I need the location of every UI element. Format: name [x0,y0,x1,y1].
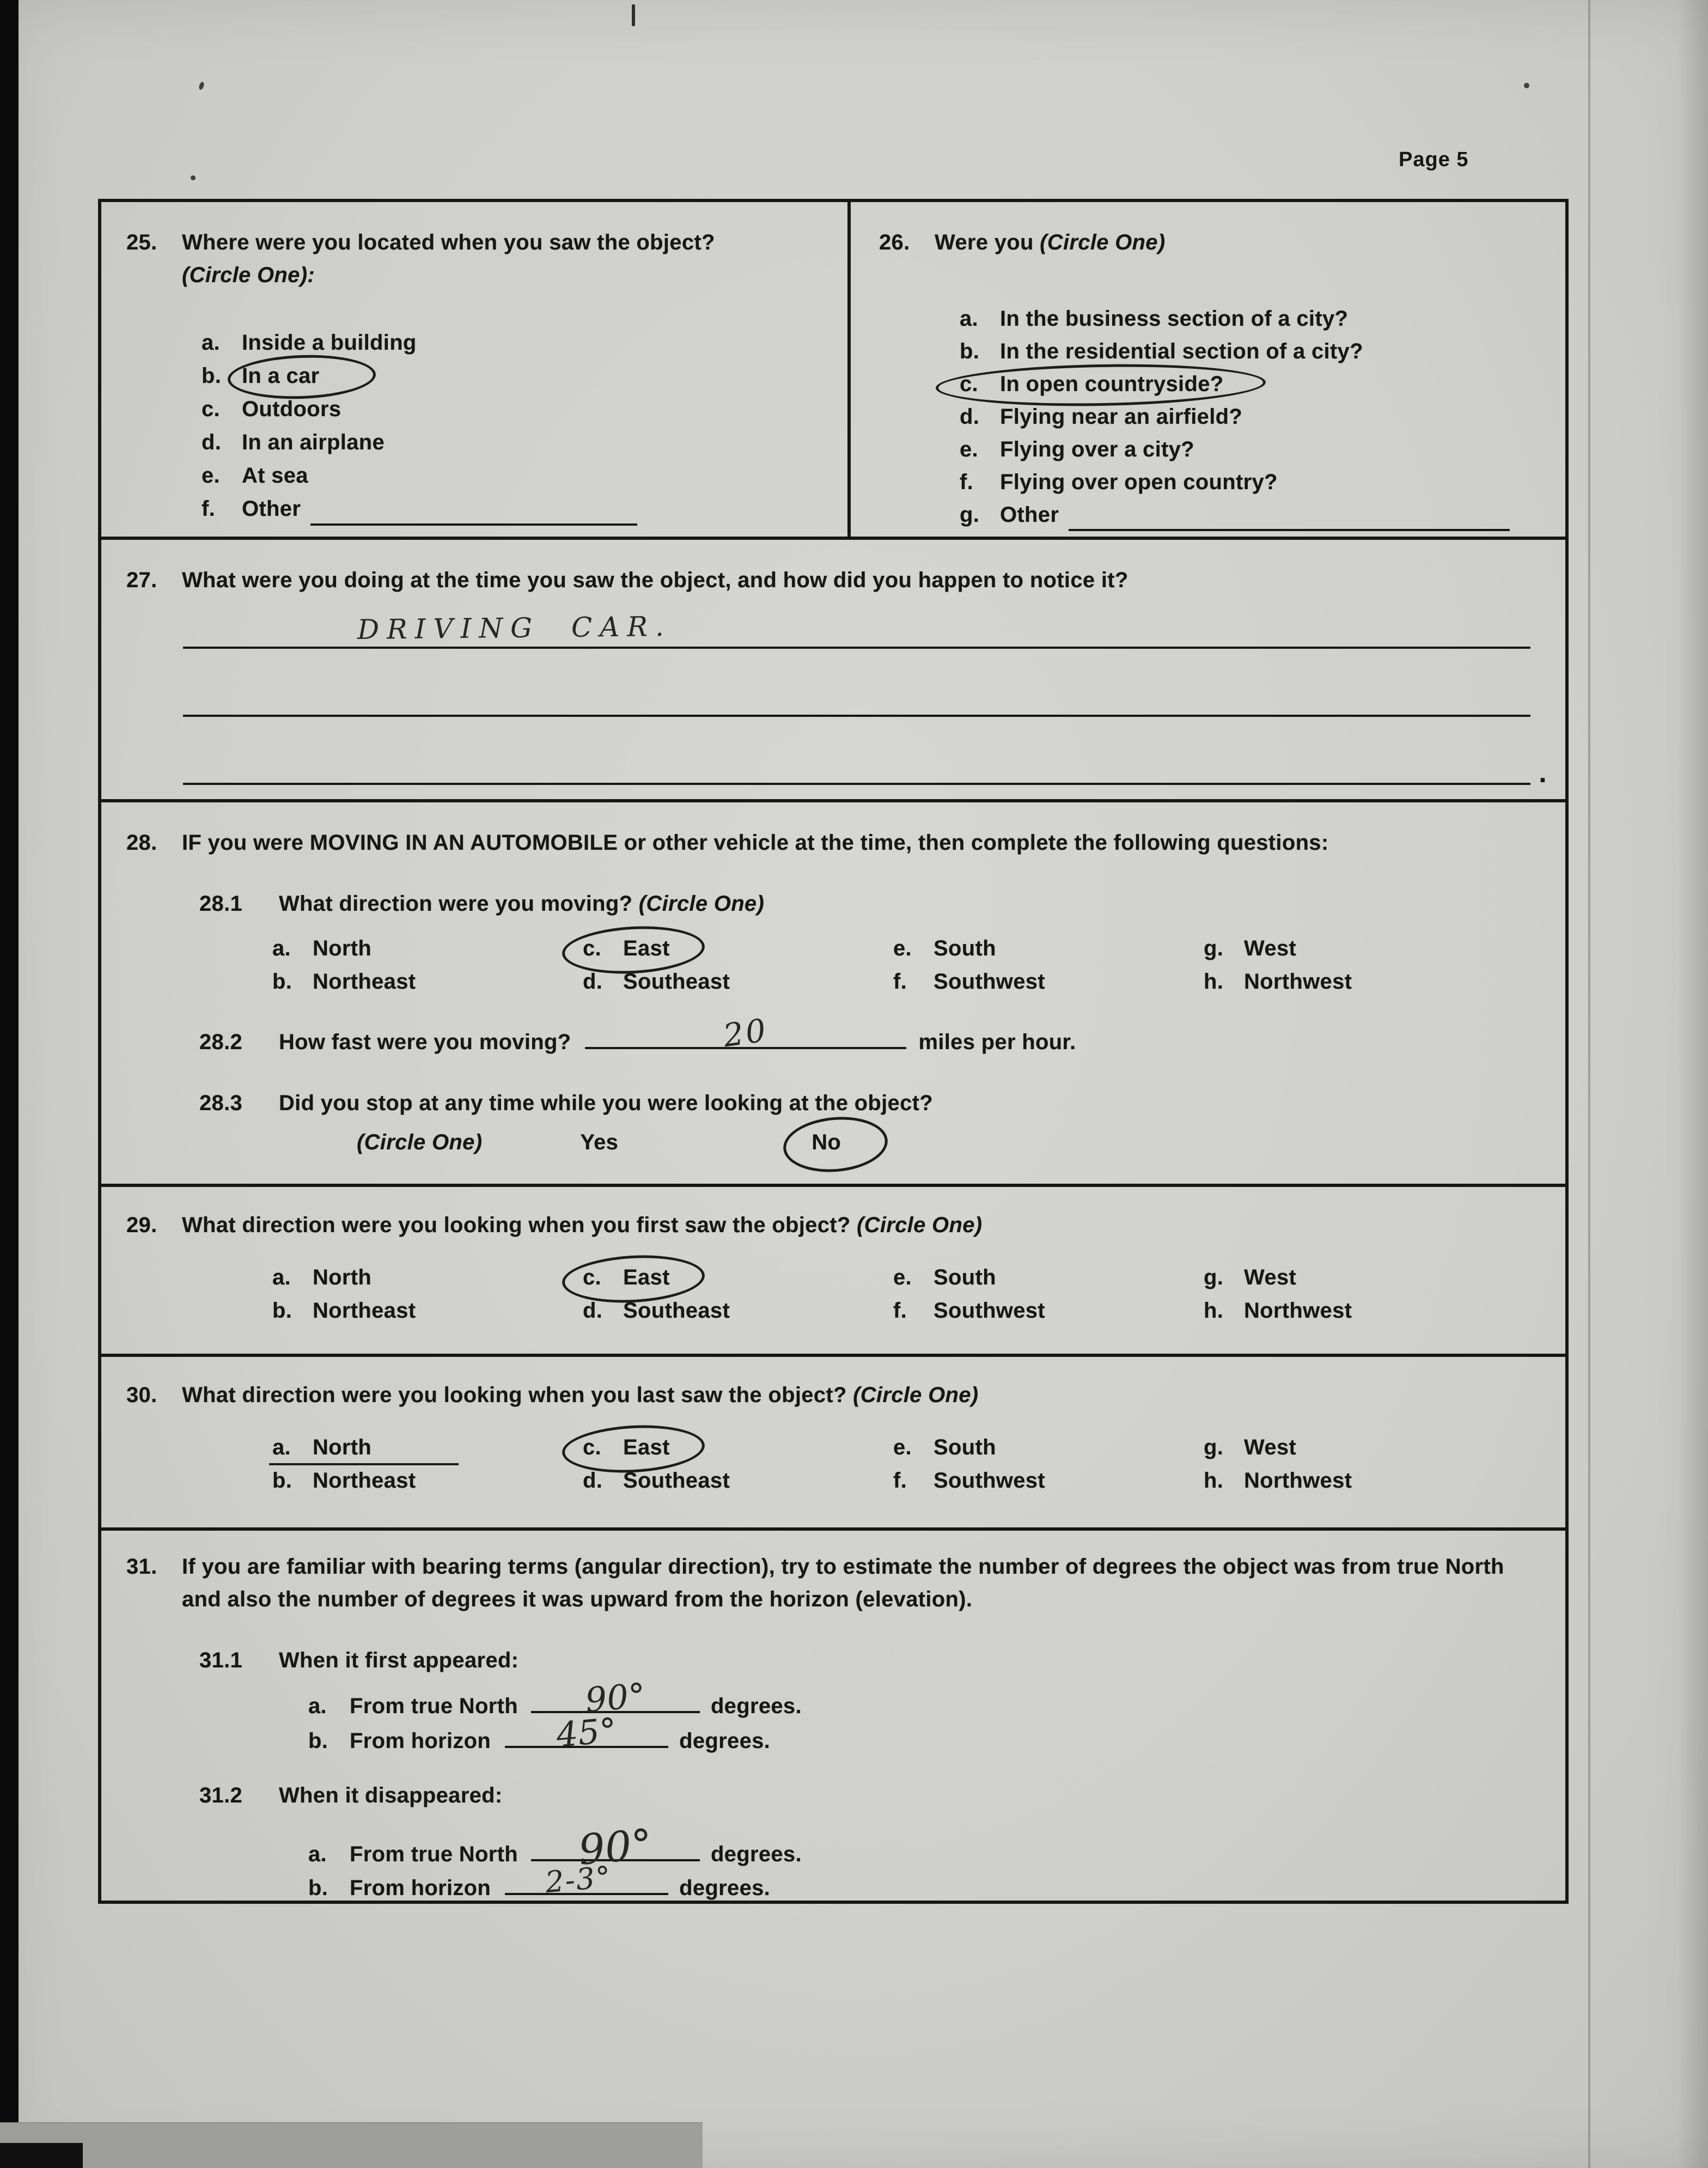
option-label: East [623,936,670,960]
direction-option-east[interactable] [583,1431,681,1464]
option-label: Southwest [934,1469,1045,1493]
question-28-2 [199,1011,1565,1058]
bearing-label: From true North [350,1842,518,1866]
question-text: Were you [935,230,1034,254]
option-label: Flying over open country? [1000,470,1278,494]
option-letter: b. [202,364,222,388]
option-letter: c. [583,936,601,960]
option-letter: e. [893,1435,912,1459]
answer-line[interactable] [183,717,1547,789]
direction-column [583,1261,893,1327]
option-b[interactable] [202,360,319,393]
option-label: Northeast [313,1469,416,1493]
option-a[interactable] [960,302,1348,335]
question-29 [101,1184,1565,1354]
option-letter: g. [1204,936,1224,960]
question-number: 27. [126,568,157,592]
handwritten-speed: 20 [721,1011,771,1055]
option-letter: d. [202,430,222,454]
subquestion-number: 28.1 [199,892,243,916]
direction-option-north[interactable] [272,1431,382,1464]
option-label: South [934,1265,996,1289]
line-end-period: . [1539,757,1547,789]
question-title [935,226,1530,259]
subquestion-text: When it first appeared: [279,1648,519,1672]
circle-one-note: (Circle One) [1040,230,1166,254]
direction-option-north[interactable] [272,932,382,965]
q27-answer-area[interactable] [183,610,1547,789]
option-letter: h. [1204,1299,1224,1323]
direction-option-southeast[interactable] [583,1464,741,1497]
circle-one-note: (Circle One) [857,1213,983,1237]
option-letter: g. [1204,1265,1224,1289]
q31-2b-row [308,1859,1565,1904]
question-28-header [101,802,1565,859]
option-label: In an airplane [242,430,385,454]
option-c[interactable] [960,368,1223,400]
question-text: IF you were MOVING IN AN AUTOMOBILE or other vehicle at the time, then complete the following questions: [182,831,1329,855]
option-label: West [1244,1435,1297,1459]
question-text: What were you doing at the time you saw the object, and how did you happen to notice it? [182,568,1128,592]
question-27-header [101,540,1565,596]
option-letter: g. [960,503,980,527]
direction-option-northwest[interactable] [1204,1464,1363,1497]
option-letter: b. [960,339,980,363]
q29-direction-options [272,1261,1565,1327]
option-label: Northeast [313,1299,416,1323]
question-number: 30. [126,1383,157,1407]
option-b[interactable] [960,335,1363,368]
option-e[interactable] [960,433,1194,466]
option-label: Southeast [623,970,730,994]
direction-column [583,932,893,998]
option-f[interactable] [202,492,637,526]
option-letter: f. [202,497,216,521]
question-text: What direction were you looking when you last saw the object? [182,1383,847,1407]
direction-option-northeast[interactable] [272,1464,426,1497]
option-d[interactable] [202,426,385,459]
direction-option-southwest[interactable] [893,965,1056,998]
direction-column [893,1431,1204,1497]
question-25-header [126,226,837,291]
option-label: Southeast [623,1299,730,1323]
option-label: South [934,936,996,960]
page-number: Page 5 [1399,148,1469,171]
units-label: miles per hour. [918,1030,1076,1054]
option-letter: f. [893,1299,907,1323]
direction-column [1204,1431,1514,1497]
option-letter: e. [960,437,978,461]
option-label: South [934,1435,996,1459]
yes-option[interactable]: Yes [580,1130,619,1154]
dust-speck [1524,83,1529,88]
section-q25-q26 [101,202,1565,537]
direction-option-northwest[interactable] [1204,965,1363,998]
question-number: 29. [126,1213,157,1237]
question-number: 31. [126,1555,157,1579]
answer-line[interactable] [183,610,1530,649]
q31-1a-row [308,1675,1565,1722]
option-letter: c. [202,397,220,421]
handwritten-degrees: 45° [554,1710,619,1755]
circle-one-note: (Circle One) [638,892,765,916]
option-label: In open countryside? [1000,372,1224,396]
option-label: In the business section of a city? [1000,307,1349,331]
question-28-3 [199,1087,1565,1119]
option-label: Northwest [1244,970,1352,994]
option-letter: a. [308,1694,327,1718]
direction-column [583,1431,893,1497]
subquestion-number: 28.3 [199,1091,243,1115]
option-label: Southwest [934,970,1045,994]
question-text: What direction were you moving? [279,892,633,916]
question-28 [101,799,1565,1184]
question-27 [101,537,1565,799]
direction-column [272,1431,583,1497]
dust-speck [191,175,196,180]
option-letter: c. [960,372,978,396]
option-letter: b. [272,1299,292,1323]
direction-option-southeast[interactable] [583,965,741,998]
option-letter: a. [272,1435,291,1459]
direction-option-southwest[interactable] [893,1464,1056,1497]
direction-column [893,1261,1204,1327]
speed-blank-line[interactable] [585,1011,906,1055]
units-label: degrees. [679,1729,771,1753]
direction-column [272,1261,583,1327]
question-28-1 [199,887,1565,920]
option-label: East [623,1265,670,1289]
direction-option-south[interactable] [893,932,1007,965]
question-26 [851,202,1565,537]
option-label: In the residential section of a city? [1000,339,1363,363]
bearing-label: From true North [350,1694,518,1718]
bearing-label: From horizon [350,1876,491,1900]
q28-direction-options [272,932,1565,998]
option-letter: f. [893,970,907,994]
direction-option-southeast[interactable] [583,1294,741,1327]
bearing-label: From horizon [350,1729,491,1753]
option-label: West [1244,936,1297,960]
circle-one-note: (Circle One): [182,263,315,287]
direction-option-west[interactable] [1204,1431,1307,1464]
blank-line[interactable] [1069,507,1510,531]
option-label: Inside a building [242,331,417,355]
direction-option-northwest[interactable] [1204,1294,1363,1327]
option-letter: a. [960,307,978,331]
direction-column [1204,1261,1514,1327]
option-letter: g. [1204,1435,1224,1459]
degrees-blank-line[interactable] [531,1675,700,1720]
option-label: Other [242,497,301,521]
scan-artifact-tick [632,4,635,26]
direction-option-south[interactable] [893,1431,1007,1464]
option-letter: d. [960,405,980,429]
q31-2a-row [308,1819,1565,1874]
question-text: Where were you located when you saw the object? [182,230,715,254]
option-letter: f. [960,470,974,494]
question-title [182,226,815,291]
question-31-2 [199,1779,1565,1812]
units-label: degrees. [710,1842,802,1866]
direction-option-southwest[interactable] [893,1294,1056,1327]
option-letter: f. [893,1469,907,1493]
no-option[interactable]: No [812,1126,841,1159]
direction-column [272,932,583,998]
subquestion-text: When it disappeared: [279,1783,503,1807]
direction-option-east[interactable] [583,1261,681,1294]
option-letter: e. [893,936,912,960]
option-label: North [313,1265,372,1289]
option-letter: d. [583,1469,603,1493]
subquestion-number: 28.2 [199,1030,243,1054]
question-title [182,1379,1544,1411]
option-label: Northeast [313,970,416,994]
page-fold-line [1588,0,1590,2168]
question-26-header [879,226,1552,259]
handwritten-degrees: 90° [583,1675,648,1720]
option-label: In a car [242,364,320,388]
option-letter: b. [272,970,292,994]
option-letter: a. [202,331,220,355]
question-25 [101,202,851,537]
subquestion-text: How fast were you moving? [279,1030,571,1054]
handwritten-answer: DRIVING CAR. [357,610,672,646]
dust-speck [198,81,205,90]
option-letter: b. [272,1469,292,1493]
option-letter: a. [272,1265,291,1289]
question-number: 26. [879,230,910,254]
units-label: degrees. [679,1876,771,1900]
option-label: Southeast [623,1469,730,1493]
option-letter: d. [583,1299,603,1323]
direction-option-west[interactable] [1204,1261,1307,1294]
direction-option-north[interactable] [272,1261,382,1294]
option-letter: b. [308,1876,328,1900]
option-label: North [313,936,372,960]
handwritten-degrees: 90° [576,1819,655,1874]
circle-one-note: (Circle One) [357,1130,483,1154]
option-label: East [623,1435,670,1459]
question-number: 25. [126,230,157,254]
q26-options [960,302,1552,531]
degrees-blank-line[interactable] [505,1710,668,1755]
blank-line[interactable] [310,502,637,526]
option-c[interactable] [202,393,341,426]
q25-options [202,326,837,526]
subquestion-text [279,887,764,920]
option-g[interactable] [960,498,1510,531]
q31-1b-row [308,1710,1565,1757]
option-label: Southwest [934,1299,1045,1323]
option-letter: b. [308,1729,328,1753]
direction-option-northeast[interactable] [272,965,426,998]
option-letter: d. [583,970,603,994]
question-31 [101,1527,1565,1901]
handwritten-degrees: 2-3° [544,1859,613,1900]
subquestion-number: 31.1 [199,1648,243,1672]
units-label: degrees. [710,1694,802,1718]
option-label: Northwest [1244,1469,1352,1493]
option-letter: e. [202,464,220,488]
option-label: West [1244,1265,1297,1289]
question-30 [101,1354,1565,1527]
option-letter: c. [583,1265,601,1289]
question-31-header [101,1531,1565,1616]
direction-column [893,932,1204,998]
option-letter: h. [1204,1469,1224,1493]
q30-direction-options [272,1431,1565,1497]
question-31-1 [199,1644,1565,1677]
scan-corner-blotch [0,2143,83,2168]
answer-line[interactable] [183,649,1530,717]
subquestion-text: Did you stop at any time while you were looking at the object? [279,1091,933,1115]
degrees-blank-line[interactable] [505,1859,668,1900]
direction-option-west[interactable] [1204,932,1307,965]
scan-bottom-band [0,2122,703,2168]
question-30-header [101,1357,1565,1411]
option-e[interactable] [202,459,308,492]
direction-column [1204,932,1514,998]
circle-one-note: (Circle One) [853,1383,979,1407]
option-label: Flying near an airfield? [1000,405,1243,429]
scan-right-shade [1677,0,1708,2168]
questionnaire-form [98,199,1569,1904]
question-text: What direction were you looking when you first saw the object? [182,1213,851,1237]
option-letter: a. [308,1842,327,1866]
direction-option-northeast[interactable] [272,1294,426,1327]
option-label: Flying over a city? [1000,437,1194,461]
scan-left-edge [0,0,19,2168]
degrees-blank-line[interactable] [531,1819,700,1874]
option-f[interactable] [960,466,1278,498]
question-text: If you are familiar with bearing terms (angular direction), try to estimate the number of degrees the object was from true North and also the number of degrees it was upward from the horizon (elevation). [182,1555,1504,1611]
option-letter: c. [583,1435,601,1459]
option-letter: h. [1204,970,1224,994]
direction-option-south[interactable] [893,1261,1007,1294]
option-label: At sea [242,464,308,488]
option-d[interactable] [960,400,1242,433]
direction-option-east[interactable] [583,932,681,965]
option-letter: a. [272,936,291,960]
question-number: 28. [126,831,157,855]
question-29-header [101,1187,1565,1241]
subquestion-number: 31.2 [199,1783,243,1807]
option-label: Northwest [1244,1299,1352,1323]
q28-3-answer-row [357,1126,1565,1159]
option-label: Other [1000,503,1059,527]
option-letter: e. [893,1265,912,1289]
question-title [182,1209,1544,1241]
option-label: North [313,1435,372,1459]
option-label: Outdoors [242,397,341,421]
